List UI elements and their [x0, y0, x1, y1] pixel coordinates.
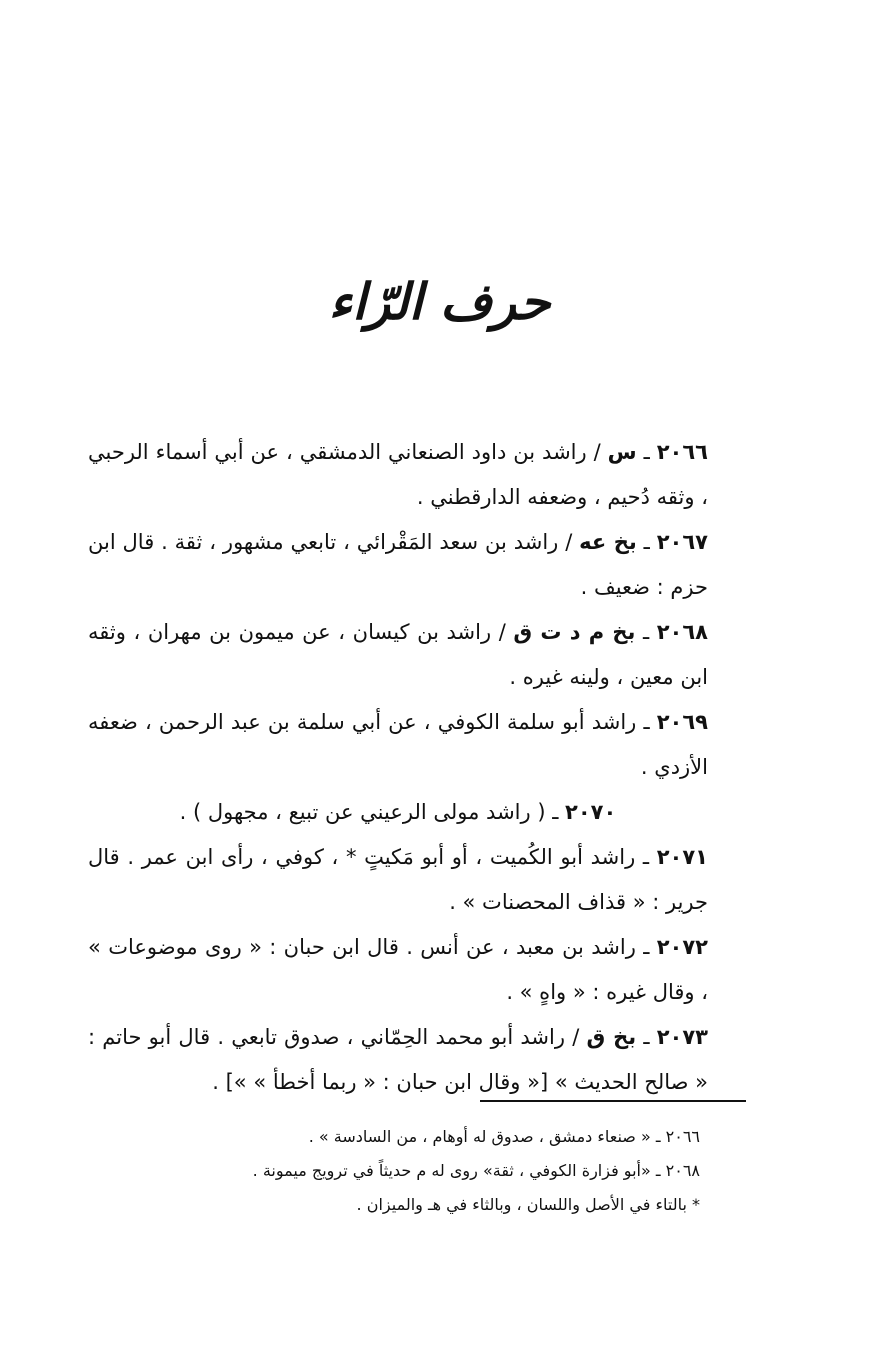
- entry-2067: [88, 520, 708, 610]
- slash-separator: /: [572, 1025, 580, 1049]
- entry-2073: [88, 1015, 708, 1105]
- entry-2068: [88, 610, 708, 700]
- entry-number: ٢٠٧٠: [565, 800, 617, 824]
- entry-number: ٢٠٦٨: [656, 620, 708, 644]
- entry-sigla: بخ عه: [579, 530, 637, 554]
- entry-number: ٢٠٧٣: [656, 1025, 708, 1049]
- entry-2070: [88, 790, 708, 835]
- footnote-2066: ٢٠٦٦ ـ « صنعاء دمشق ، صدوق له أوهام ، من السادسة » .: [308, 1127, 700, 1146]
- entry-text: راشد بن معبد ، عن أنس . قال ابن حبان : « روى موضوعات » ، وقال غيره : « واهٍ » .: [88, 935, 708, 1004]
- dash-separator: ـ: [643, 1025, 650, 1049]
- entry-sigla: بخ م د ت ق: [513, 620, 636, 644]
- entry-text: راشد بن سعد المَقْرائي ، تابعي مشهور ، ثقة . قال ابن حزم : ضعيف .: [88, 530, 708, 599]
- entry-number: ٢٠٦٧: [656, 530, 708, 554]
- entry-number: ٢٠٧١: [656, 845, 708, 869]
- entry-number: ٢٠٦٩: [656, 710, 708, 734]
- chapter-title: حرف الرّاء: [328, 273, 551, 331]
- entry-2069: [88, 700, 708, 790]
- footnote-asterisk: * بالتاء في الأصل واللسان ، وبالثاء في هـ والميزان .: [356, 1195, 700, 1214]
- dash-separator: ـ: [642, 620, 650, 644]
- footnote-2068: ٢٠٦٨ ـ «أبو فزارة الكوفي ، ثقة» روى له م حديثاً في ترويج ميمونة .: [252, 1161, 700, 1180]
- entry-text: راشد أبو الكُميت ، أو أبو مَكيتٍ * ، كوفي ، رأى ابن عمر . قال جرير : « قذاف المحصنات » .: [88, 845, 708, 914]
- footnote-divider: [480, 1100, 746, 1102]
- entry-number: ٢٠٧٢: [656, 935, 708, 959]
- entry-text: راشد بن داود الصنعاني الدمشقي ، عن أبي أسماء الرحبي ، وثقه دُحيم ، وضعفه الدارقطني .: [88, 440, 708, 509]
- entry-text: راشد أبو محمد الحِمّاني ، صدوق تابعي . قال أبو حاتم : « صالح الحديث » [« وقال ابن حبان : « ربما أخطأ » »] .: [88, 1025, 708, 1094]
- entry-number: ٢٠٦٦: [656, 440, 708, 464]
- dash-separator: ـ: [643, 935, 650, 959]
- dash-separator: ـ: [643, 530, 650, 554]
- entry-2066: [88, 430, 708, 520]
- slash-separator: /: [593, 440, 601, 464]
- entry-text: راشد أبو سلمة الكوفي ، عن أبي سلمة بن عبد الرحمن ، ضعفه الأزدي .: [88, 710, 708, 779]
- entries-list: [88, 430, 708, 1105]
- entry-sigla: بخ ق: [586, 1025, 637, 1049]
- dash-separator: ـ: [642, 845, 650, 869]
- entry-text: راشد بن كيسان ، عن ميمون بن مهران ، وثقه ابن معين ، ولينه غيره .: [88, 620, 708, 689]
- slash-separator: /: [498, 620, 506, 644]
- entry-2072: [88, 925, 708, 1015]
- entry-text: ( راشد مولى الرعيني عن تبيع ، مجهول ) .: [179, 800, 546, 824]
- slash-separator: /: [565, 530, 573, 554]
- entry-2071: [88, 835, 708, 925]
- entry-sigla: س: [607, 440, 637, 464]
- footnotes: [140, 1120, 700, 1222]
- dash-separator: ـ: [643, 710, 650, 734]
- dash-separator: ـ: [552, 800, 559, 824]
- dash-separator: ـ: [643, 440, 650, 464]
